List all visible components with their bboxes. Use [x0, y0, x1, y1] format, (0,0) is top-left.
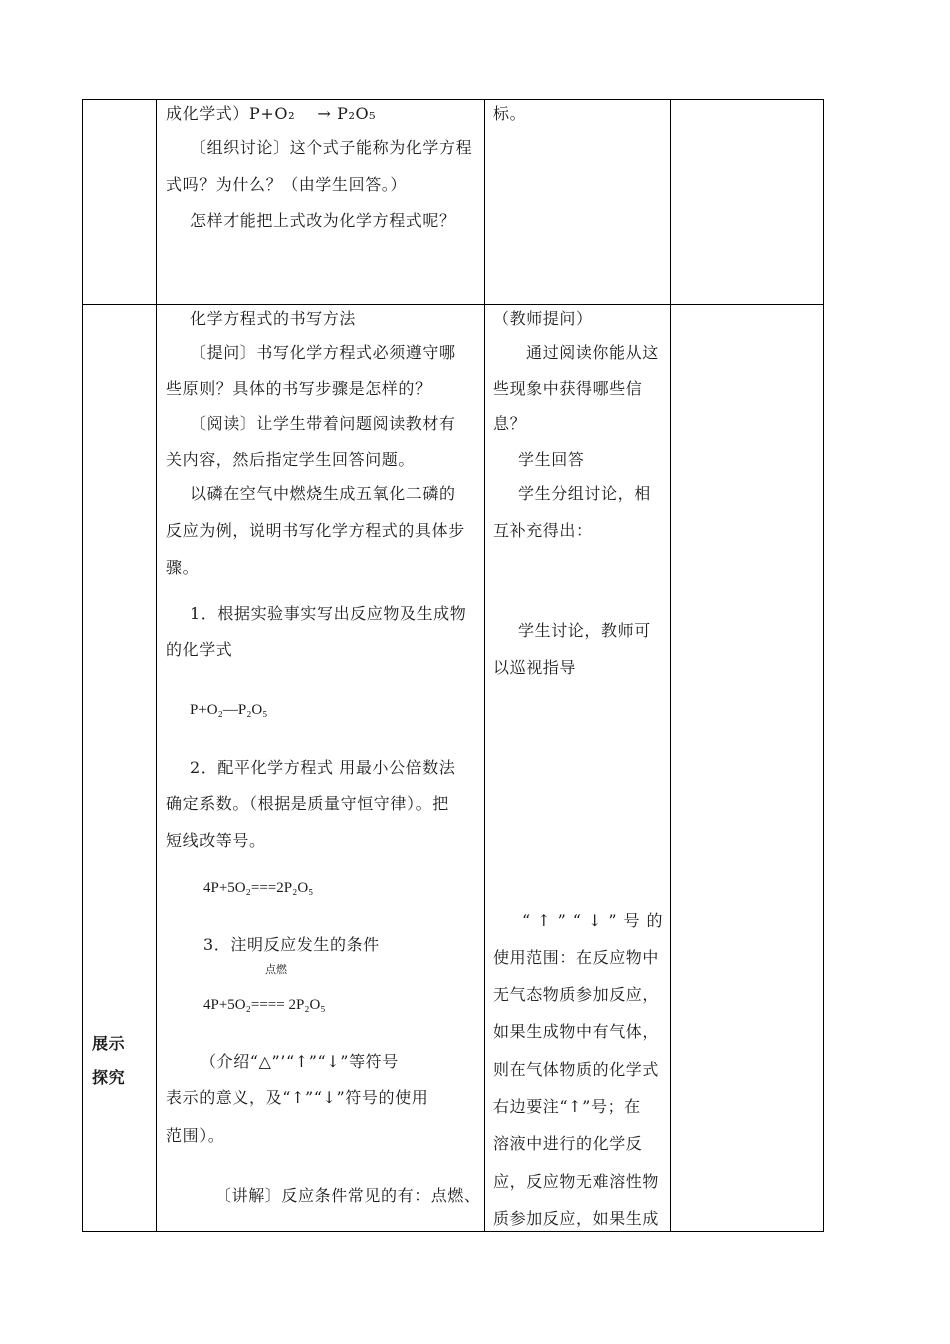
student-line: 应，反应物无难溶性物	[493, 1172, 660, 1191]
row1-content-line: 怎样才能把上式改为化学方程式呢？	[190, 211, 456, 230]
student-line: 学生回答	[518, 450, 585, 469]
row1-student-line: 标。	[493, 104, 527, 123]
content-line: 〔讲解〕反应条件常见的有：点燃、	[215, 1186, 481, 1205]
step-line: 短线改等号。	[166, 831, 266, 850]
stage-label: 探究	[92, 1068, 126, 1087]
chemical-formula: 4P+5O₂===2P₂O₅	[203, 880, 314, 896]
column-divider-student	[670, 99, 671, 1232]
student-line: 则在气体物质的化学式	[493, 1060, 660, 1079]
content-line: 表示的意义，及“↑”“↓”符号的使用	[166, 1088, 429, 1107]
content-line: 〔阅读〕让学生带着问题阅读教材有	[190, 414, 456, 433]
row1-content-line: 〔组织讨论〕这个式子能称为化学方程	[190, 138, 473, 157]
step-line: 2．配平化学方程式 用最小公倍数法	[190, 758, 456, 777]
step-line: 的化学式	[166, 640, 233, 659]
student-line: 右边要注“↑”号；在	[493, 1097, 641, 1116]
content-line: 〔提问〕书写化学方程式必须遵守哪	[190, 343, 456, 362]
step-line: 确定系数。（根据是质量守恒守律）。把	[166, 794, 449, 813]
content-line: 些原则？具体的书写步骤是怎样的？	[166, 379, 432, 398]
student-line: 溶液中进行的化学反	[493, 1134, 643, 1153]
row-divider	[82, 304, 824, 305]
content-line: 反应为例，说明书写化学方程式的具体步	[166, 521, 465, 540]
row1-content-line: 成化学式）P+O₂ → P₂O₅	[166, 104, 377, 123]
student-line: 以巡视指导	[493, 658, 577, 677]
student-line: 质参加反应，如果生成	[493, 1209, 660, 1228]
student-line: 学生分组讨论，相	[518, 484, 651, 503]
student-line: 互补充得出：	[493, 521, 593, 540]
column-divider-stage	[156, 99, 157, 1232]
step-line: 3．注明反应发生的条件	[203, 935, 380, 954]
student-line: 无气态物质参加反应，	[493, 985, 660, 1004]
stage-label: 展示	[92, 1034, 126, 1053]
student-line: 息？	[493, 414, 527, 433]
chemical-formula: 4P+5O₂==== 2P₂O₅	[203, 997, 326, 1013]
content-line: 关内容，然后指定学生回答问题。	[166, 450, 416, 469]
content-line: 以磷在空气中燃烧生成五氧化二磷的	[190, 484, 456, 503]
section-heading: 化学方程式的书写方法	[190, 309, 357, 328]
content-line: 骤。	[166, 558, 200, 577]
content-line: 范围）。	[166, 1126, 225, 1145]
content-line: （介绍“△”’“↑”“↓”等符号	[200, 1052, 399, 1071]
chemical-formula: P+O₂—P₂O₅	[190, 702, 268, 718]
student-line: 学生讨论，教师可	[518, 621, 651, 640]
row1-content-line: 式吗？为什么？（由学生回答。）	[166, 175, 408, 194]
column-divider-content	[484, 99, 485, 1232]
reaction-condition: 点燃	[265, 963, 287, 976]
student-line: 使用范围：在反应物中	[493, 948, 660, 967]
student-line: （教师提问）	[493, 309, 593, 328]
step-line: 1．根据实验事实写出反应物及生成物	[190, 604, 467, 623]
student-line: 如果生成物中有气体，	[493, 1022, 660, 1041]
lesson-plan-table	[82, 99, 824, 1232]
student-line: 通过阅读你能从这	[526, 343, 659, 362]
student-line: “↑”“↓”号的	[522, 911, 670, 930]
student-line: 些现象中获得哪些信	[493, 379, 643, 398]
